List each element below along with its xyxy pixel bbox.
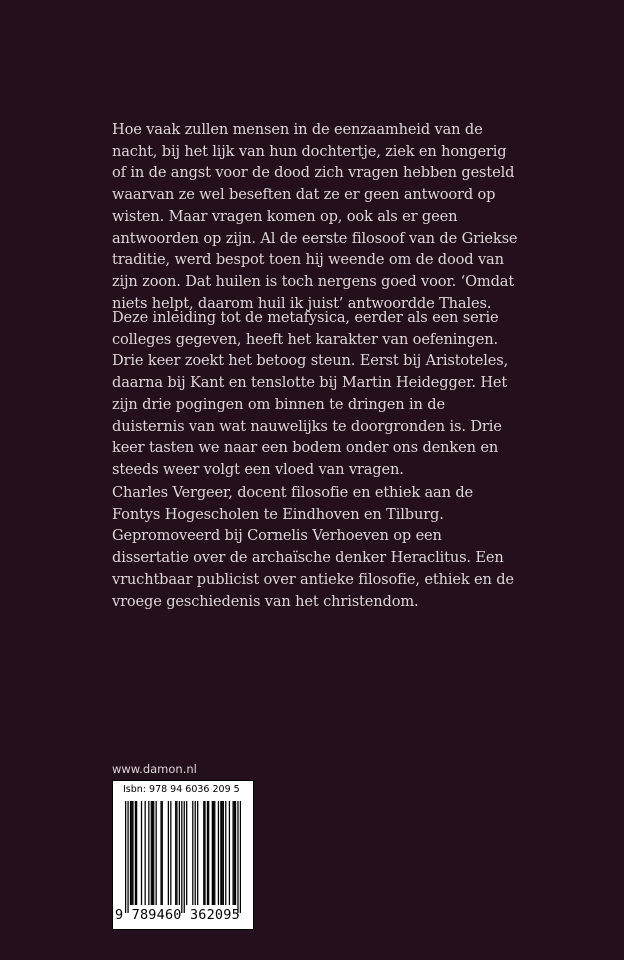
barcode-digits: 9 789460 362095 xyxy=(115,907,240,923)
barcode-bar xyxy=(152,801,153,905)
barcode-bar xyxy=(229,801,230,905)
barcode-bar xyxy=(181,801,182,913)
barcode-panel xyxy=(112,780,254,930)
barcode-bar xyxy=(221,801,222,905)
barcode-bar xyxy=(232,801,233,905)
barcode-bar xyxy=(235,801,236,905)
barcode-bar xyxy=(213,801,214,905)
barcode-bar xyxy=(237,801,238,913)
barcode-bar xyxy=(131,801,132,905)
barcode-bar xyxy=(195,801,196,905)
barcode-bar xyxy=(176,801,177,905)
author-bio-paragraph: Charles Vergeer, docent filosofie en ethiek aan de Fontys Hogescholen te Eindhoven en Tilburg. Gepromoveerd bij Cornelis Verhoeven op een dissertatie over de archaïsche denker Heraclitus. Een vruchtbaar publicist over antieke filosofie, ethiek en de vroege geschiedenis van het christendom. xyxy=(112,484,514,610)
barcode-bar xyxy=(125,801,126,913)
barcode-bar xyxy=(240,801,241,913)
barcode-bar xyxy=(179,801,180,905)
barcode-bar xyxy=(135,801,136,905)
barcode-bar xyxy=(160,801,161,905)
barcode-bar xyxy=(127,801,128,913)
barcode-bar xyxy=(197,801,198,905)
barcode-bar xyxy=(186,801,187,905)
barcode-bar xyxy=(184,801,185,913)
barcode-bar xyxy=(170,801,171,905)
description-paragraph-2: Deze inleiding tot de metafysica, eerder als een serie colleges gegeven, heeft het karakter van oefeningen. Drie keer zoekt het betoog steun. Eerst bij Aristoteles, daarna bij Kant en tenslotte bij Martin Heidegger. Het zijn drie pogingen om binnen te dringen in de duisternis van wat nauwelijks te doorgronden is. Drie keer tasten we naar een bodem onder ons denken en steeds weer volgt een vloed van vragen. xyxy=(112,309,509,478)
barcode-bar xyxy=(220,801,221,905)
barcode-bar xyxy=(203,801,204,905)
barcode-bar xyxy=(218,801,219,905)
publisher-website: www.damon.nl xyxy=(112,762,197,776)
isbn-label: Isbn: 978 94 6036 209 5 xyxy=(123,784,240,795)
barcode-bar xyxy=(192,801,193,905)
barcode-bar xyxy=(175,801,176,905)
barcode-bar xyxy=(156,801,157,905)
barcode-bar xyxy=(136,801,137,905)
barcode-bar xyxy=(130,801,131,905)
barcode-bar xyxy=(214,801,215,905)
barcode-bar xyxy=(141,801,142,905)
barcode-bar xyxy=(212,801,213,905)
barcode-bar xyxy=(225,801,226,905)
barcode-bar xyxy=(204,801,205,905)
barcode-bar xyxy=(223,801,224,905)
barcode-bar xyxy=(148,801,149,905)
barcode-bar xyxy=(208,801,209,905)
barcode-bar xyxy=(162,801,163,905)
barcode-bar xyxy=(145,801,146,905)
barcode-icon xyxy=(125,801,241,913)
barcode-bar xyxy=(153,801,154,905)
barcode-bar xyxy=(234,801,235,905)
barcode-bar xyxy=(151,801,152,905)
description-paragraph-1: Hoe vaak zullen mensen in de eenzaamheid van de nacht, bij het lijk van hun dochtertje, ziek en hongerig of in de angst voor de dood zich vragen hebben gesteld waarvan ze wel beseften dat ze er geen antwoord op wisten. Maar vragen komen op, ook als er geen antwoorden op zijn. Al de eerste filosoof van de Griekse traditie, werd bespot toen hij weende om de dood van zijn zoon. Dat huilen is toch nergens goed voor. ‘Omdat niets helpt, daarom huil ik juist’ antwoordde Thales. xyxy=(112,121,518,312)
barcode-bar xyxy=(207,801,208,905)
barcode-bar xyxy=(132,801,133,905)
barcode-bar xyxy=(168,801,169,905)
